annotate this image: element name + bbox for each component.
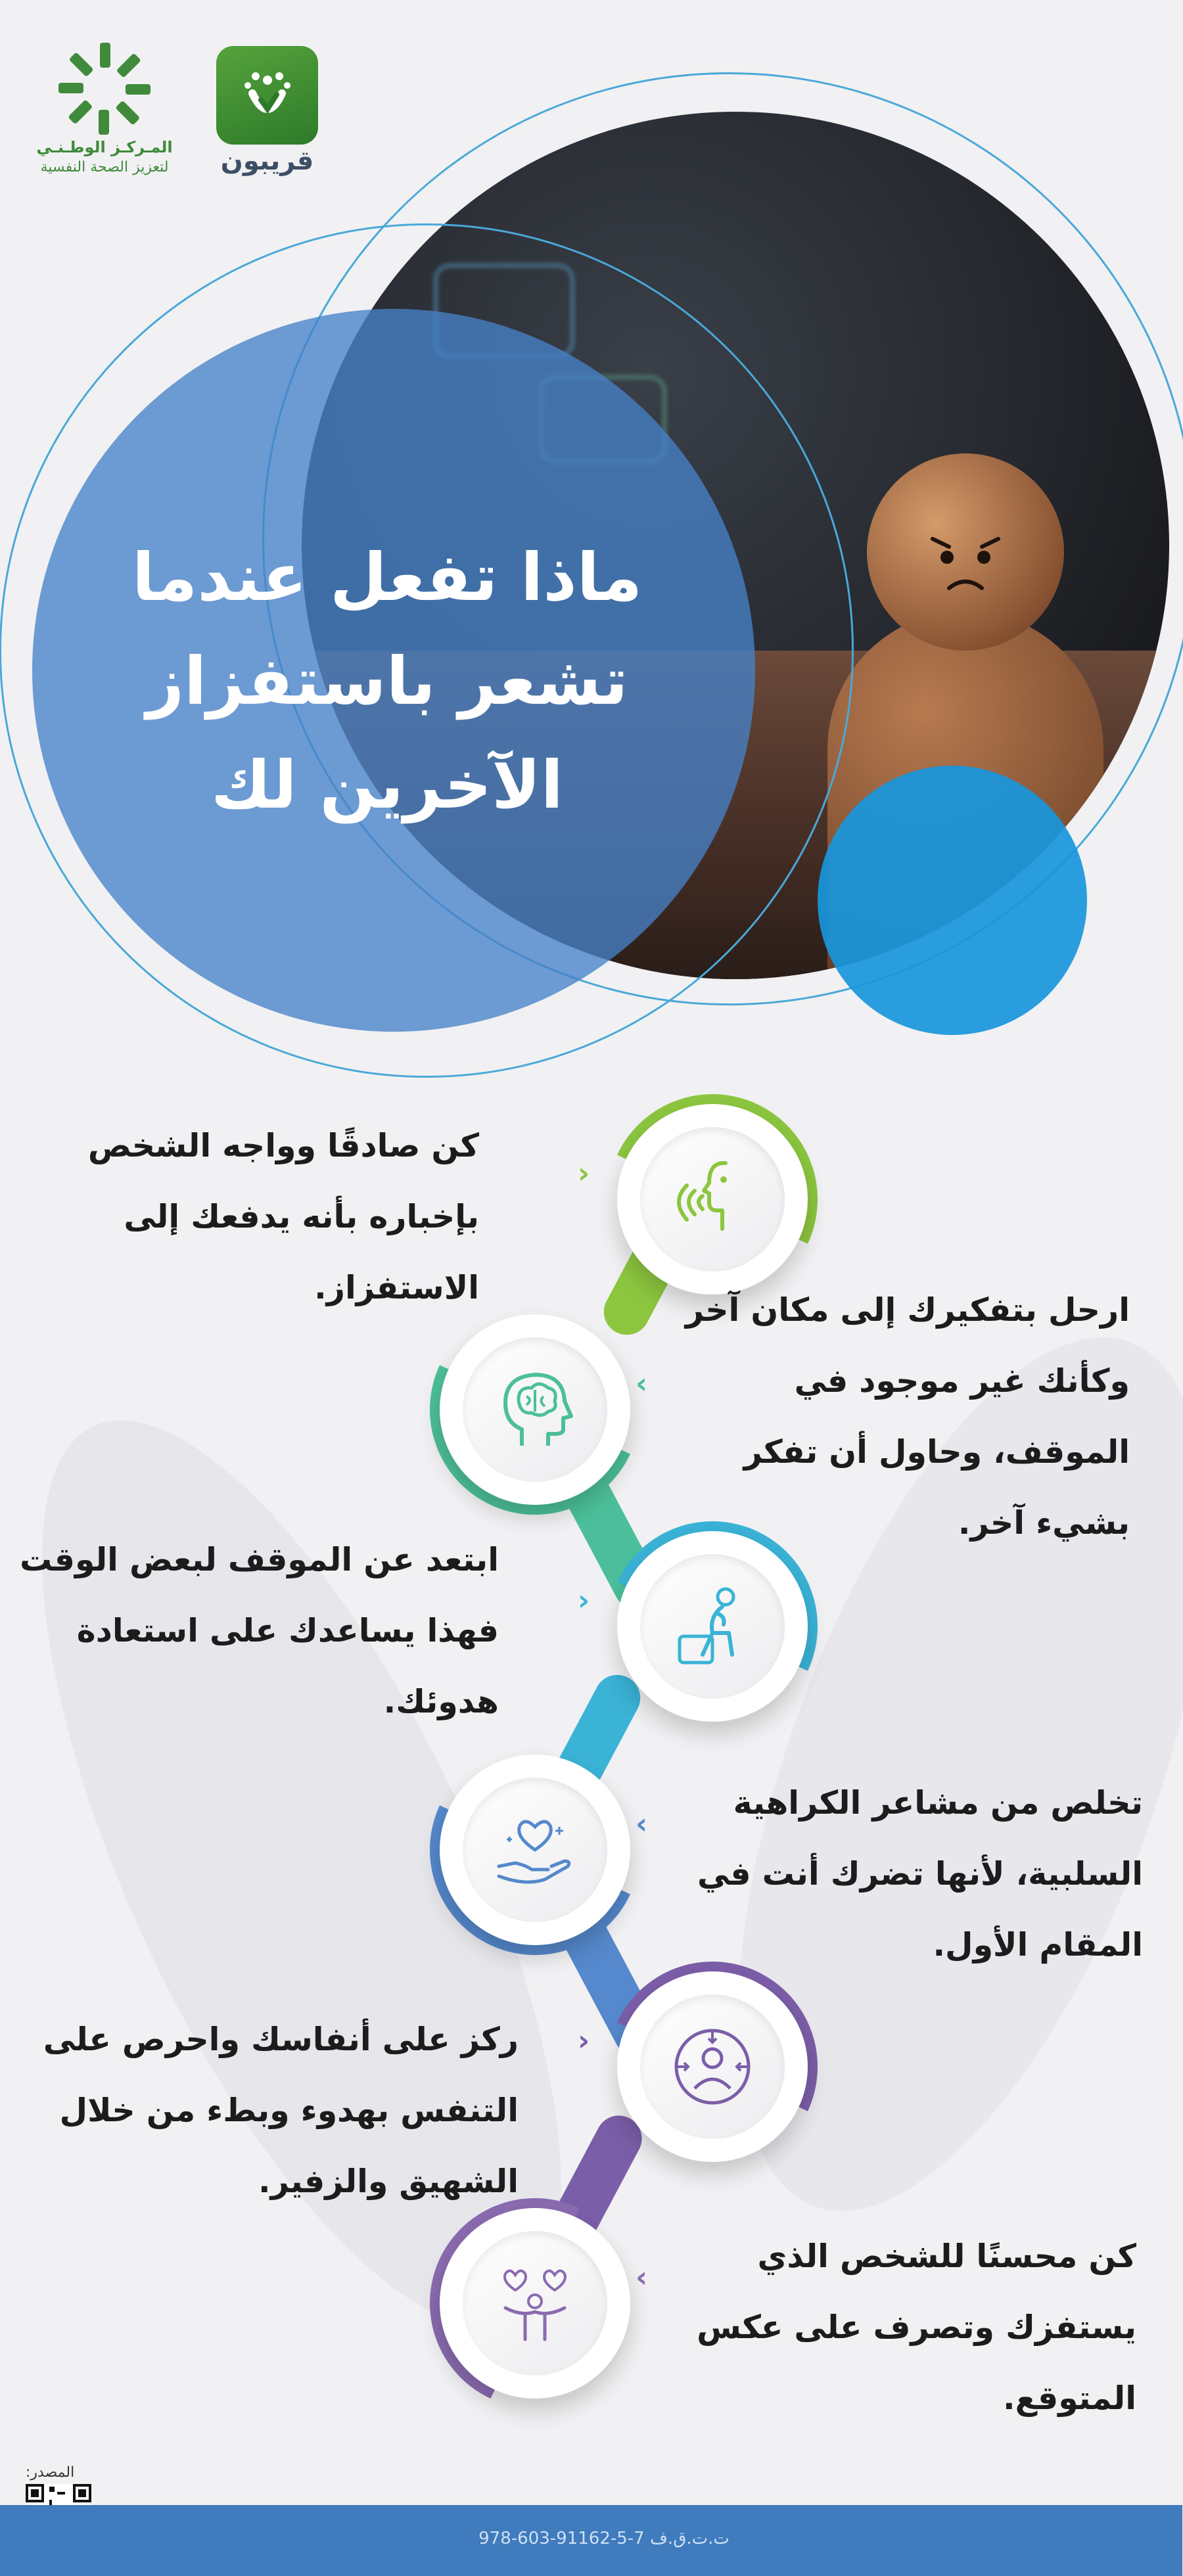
- chevron-icon: ‹: [578, 2024, 591, 2058]
- step-text: كن صادقًا وواجه الشخص بإخباره بأنه يدفعك إلى الاستفزاز.: [88, 1127, 480, 1306]
- hero-title-line: الآخرين لك: [211, 747, 565, 823]
- chevron-icon: ›: [636, 2261, 649, 2294]
- chevron-icon: ›: [636, 1807, 649, 1841]
- hero-title: [92, 526, 684, 837]
- kindness-hearts-icon: [463, 2231, 608, 2376]
- qariboon-app-logo: [217, 46, 319, 145]
- app-logo-name: قريبون: [221, 146, 315, 176]
- chevron-icon: ‹: [578, 1584, 591, 1617]
- org-name-line1: المـركـز الوطـنـي: [37, 138, 174, 156]
- chevron-icon: ‹: [578, 1157, 591, 1190]
- chevron-icon: ›: [636, 1367, 649, 1400]
- org-name-line2: لتعزيز الصحة النفسية: [41, 159, 170, 175]
- step-text: كن محسنًا للشخص الذي يستفزك وتصرف على عكس المتوقع.: [697, 2238, 1137, 2417]
- sitting-person-icon: [641, 1554, 785, 1699]
- step-text: تخلص من مشاعر الكراهية السلبية، لأنها تضرك أنت في المقام الأول.: [697, 1784, 1144, 1964]
- timeline-node: [440, 1314, 631, 1505]
- heart-hand-icon: [463, 1778, 608, 1922]
- brain-head-icon: [463, 1337, 608, 1482]
- hero-title-line: تشعر باستفزاز: [147, 643, 629, 720]
- step-text: ركز على أنفاسك واحرص على التنفس بهدوء وبطء من خلال الشهيق والزفير.: [43, 2021, 519, 2200]
- timeline-node: [618, 1104, 808, 1295]
- source-label: المصدر:: [26, 2464, 76, 2481]
- timeline-node: [440, 2208, 631, 2399]
- step-text: ابتعد عن الموقف لبعض الوقت فهذا يساعدك على استعادة هدوئك.: [20, 1541, 499, 1720]
- timeline-node: [440, 1755, 631, 1945]
- timeline-node: [618, 1531, 808, 1722]
- step-text: ارحل بتفكيرك إلى مكان آخر وكأنك غير موجود في الموقف، وحاول أن تفكر بشيء آخر.: [685, 1291, 1130, 1542]
- ncmh-logo-icon: [56, 39, 154, 138]
- hero-title-line: ماذا تفعل عندما: [132, 539, 643, 616]
- isbn-text: 978-603-91162-5-7 ت.ت.ق.ف: [479, 2529, 730, 2548]
- speaking-head-icon: [641, 1127, 785, 1272]
- accent-circle: [818, 766, 1088, 1035]
- timeline-node: [618, 1971, 808, 2162]
- focus-person-icon: [641, 1994, 785, 2139]
